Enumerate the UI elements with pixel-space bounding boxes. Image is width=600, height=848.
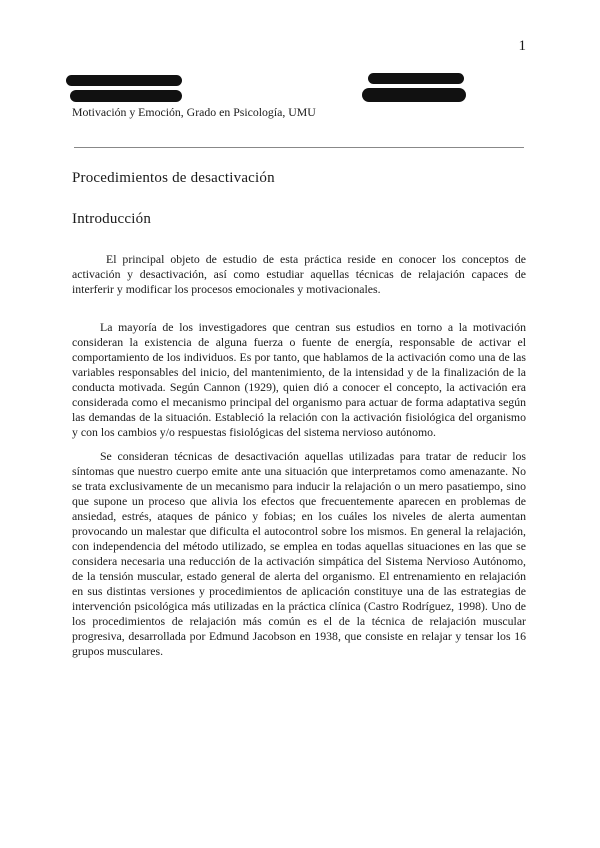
paragraph-1: El principal objeto de estudio de esta práctica reside en conocer los conceptos de activación y desactivación, así como estudiar aquellas técnicas de relajación capaces de interferir y modificar los procesos emocionales y motivacionales. xyxy=(72,252,526,296)
redacted-author-name xyxy=(66,75,182,86)
redacted-author-surname xyxy=(70,90,182,102)
document-title: Procedimientos de desactivación xyxy=(72,170,275,186)
page-number: 1 xyxy=(518,38,526,54)
paragraph-3: Se consideran técnicas de desactivación aquellas utilizadas para tratar de reducir los síntomas que nuestro cuerpo emite ante una situación que interpretamos como amenazante. No se trata exclusivamente de un mecanismo para inducir la relajación o un mero pasatiempo, sino que supone un proceso que alivia los efectos que frecuentemente aparecen en problemas de ansiedad, estrés, ataques de pánico y fobias; en los cuáles los niveles de alerta aumentan provocando un malestar que dificulta el autocontrol sobre los mismos. En general la relajación, con independencia del método utilizado, se emplea en todas aquellas situaciones en las que se considera necesaria una reducción de la activación simpática del Sistema Nervioso Autónomo, de la tensión muscular, estado general de alerta del organismo. El entrenamiento en relajación en sus distintas versiones y procedimientos de aplicación constituye una de las estrategias de intervención psicológica más utilizadas en la práctica clínica (Castro Rodríguez, 1998). Uno de los procedimientos de relajación más común es el de la técnica de relajación muscular progresiva, desarrollada por Edmund Jacobson en 1938, que consiste en relajar y tensar los 16 grupos musculares. xyxy=(72,449,526,658)
redacted-date xyxy=(368,73,464,84)
paragraph-2: La mayoría de los investigadores que centran sus estudios en torno a la motivación consideran la existencia de alguna fuerza o fuente de energía, responsable de activar el comportamiento de los individuos. Es por tanto, que hablamos de la activación como una de las variables responsables del inicio, del mantenimiento, de la intensidad y de la finalización de la conducta motivada. Según Cannon (1929), quien dió a conocer el concepto, la activación era considerada como el mecanismo principal del organismo para actuar de forma adaptativa según las demandas de la situación. Estableció la relación con la activación fisiológica del organismo y con los cambios y/o respuestas fisiológicas del sistema nervioso autónomo. xyxy=(72,320,526,439)
section-heading-introduction: Introducción xyxy=(72,211,152,227)
course-line: Motivación y Emoción, Grado en Psicología, UMU xyxy=(72,105,316,119)
header-divider xyxy=(74,147,524,148)
redacted-id xyxy=(362,88,466,102)
